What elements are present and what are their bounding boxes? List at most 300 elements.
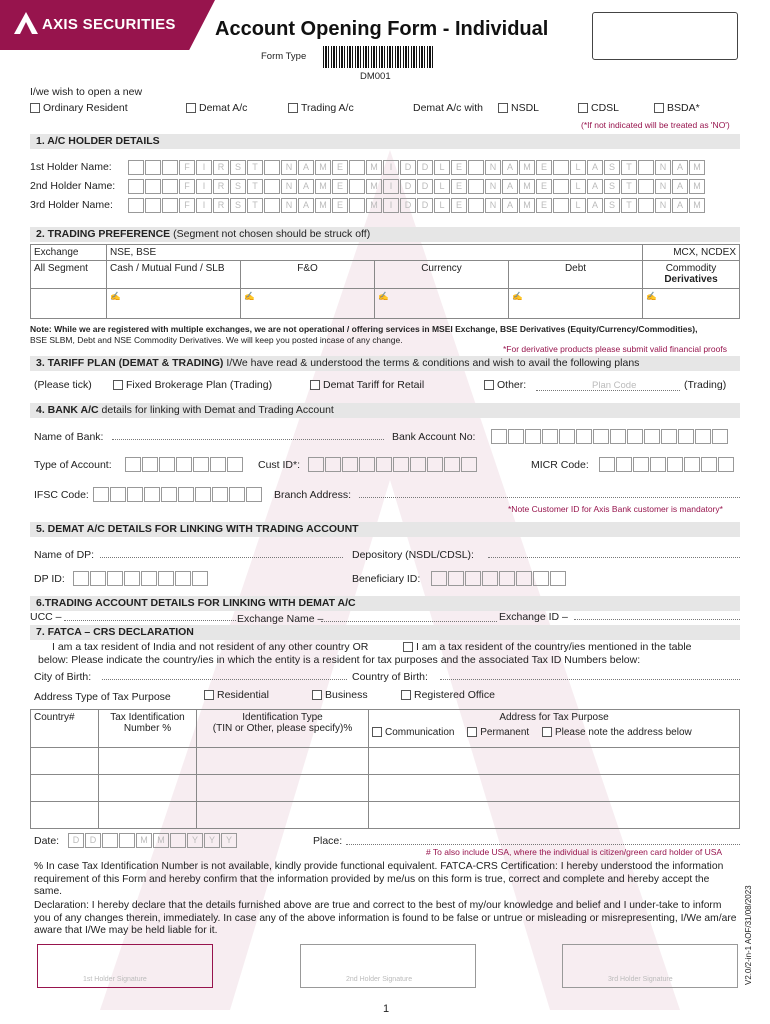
char-box[interactable]	[119, 833, 135, 848]
name-char-box[interactable]: T	[247, 160, 263, 175]
communication-option[interactable]: Communication	[372, 727, 454, 738]
char-box[interactable]: D	[85, 833, 101, 848]
demat-ac-option[interactable]: Demat A/c	[186, 102, 247, 114]
beneficiary-boxes[interactable]	[431, 571, 567, 586]
date-label: Date:	[34, 835, 60, 847]
nsdl-checkbox[interactable]	[498, 103, 508, 113]
name-char-box[interactable]: E	[451, 198, 467, 213]
business-checkbox[interactable]	[312, 690, 322, 700]
country-birth-label: Country of Birth:	[352, 671, 428, 683]
name-char-box[interactable]: N	[485, 160, 501, 175]
cust-id-label: Cust ID*:	[258, 459, 301, 471]
name-char-box[interactable]: A	[298, 160, 314, 175]
holder-name-boxes[interactable]	[128, 179, 706, 194]
name-char-box[interactable]: E	[536, 198, 552, 213]
name-char-box[interactable]: N	[655, 160, 671, 175]
section-7-header: 7. FATCA – CRS DECLARATION	[30, 625, 740, 640]
name-char-box[interactable]	[349, 160, 365, 175]
name-char-box[interactable]	[128, 179, 144, 194]
char-box[interactable]: M	[136, 833, 152, 848]
name-char-box[interactable]: A	[502, 160, 518, 175]
char-box[interactable]	[610, 429, 626, 444]
char-box[interactable]	[125, 457, 141, 472]
name-char-box[interactable]: N	[485, 179, 501, 194]
name-char-box[interactable]: M	[366, 160, 382, 175]
char-box[interactable]	[427, 457, 443, 472]
table-cell[interactable]	[31, 802, 99, 829]
col-id-type: Identification Type (TIN or Other, please specify)%	[197, 710, 369, 748]
name-char-box[interactable]: A	[298, 179, 314, 194]
name-char-box[interactable]: I	[196, 160, 212, 175]
char-box[interactable]	[144, 487, 160, 502]
name-char-box[interactable]: N	[281, 160, 297, 175]
name-char-box[interactable]: A	[587, 179, 603, 194]
char-box[interactable]	[141, 571, 157, 586]
char-box[interactable]	[376, 457, 392, 472]
char-box[interactable]	[110, 487, 126, 502]
char-box[interactable]	[678, 429, 694, 444]
char-box[interactable]: Y	[187, 833, 203, 848]
char-box[interactable]	[550, 571, 566, 586]
depository-field[interactable]	[488, 546, 740, 558]
table-cell[interactable]	[197, 775, 369, 802]
name-char-box[interactable]: R	[213, 198, 229, 213]
fixed-brokerage-option[interactable]: Fixed Brokerage Plan (Trading)	[113, 379, 272, 391]
char-box[interactable]	[192, 571, 208, 586]
sign-cell-all[interactable]	[31, 289, 107, 319]
name-char-box[interactable]: I	[383, 198, 399, 213]
name-char-box[interactable]: F	[179, 160, 195, 175]
communication-checkbox[interactable]	[372, 727, 382, 737]
char-box[interactable]	[491, 429, 507, 444]
name-char-box[interactable]: I	[196, 179, 212, 194]
branch-address-label: Branch Address:	[274, 489, 352, 501]
char-box[interactable]	[393, 457, 409, 472]
holder-name-label: 3rd Holder Name:	[30, 199, 113, 211]
table-cell[interactable]	[197, 802, 369, 829]
business-option[interactable]: Business	[312, 689, 368, 701]
char-box[interactable]	[170, 833, 186, 848]
char-box[interactable]	[667, 457, 683, 472]
char-box[interactable]	[465, 571, 481, 586]
name-char-box[interactable]: E	[332, 179, 348, 194]
second-holder-signature-box[interactable]: 2nd Holder Signature	[300, 944, 476, 988]
place-field[interactable]	[346, 833, 740, 845]
table-cell[interactable]	[197, 748, 369, 775]
bank-account-label: Bank Account No:	[392, 431, 476, 443]
char-box[interactable]	[175, 571, 191, 586]
cdsl-option[interactable]: CDSL	[578, 102, 619, 114]
declaration-text: Declaration: I hereby declare that the details furnished above are true and correct to the best of my/our knowledge and belief and I under-take to inform you of any changes therein, immediately. In case any of the above information is found to be false or untrue or misleading or misrepresenting, I/We am/are aware that I/We may be held liable for it.	[34, 900, 737, 936]
ordinary-resident-option[interactable]: Ordinary Resident	[30, 102, 128, 114]
name-char-box[interactable]	[638, 179, 654, 194]
ifsc-boxes[interactable]	[93, 487, 263, 502]
char-box[interactable]	[161, 487, 177, 502]
name-char-box[interactable]: E	[536, 179, 552, 194]
plan-code-field[interactable]: Plan Code	[536, 379, 680, 391]
name-char-box[interactable]	[468, 160, 484, 175]
col-tin: Tax Identification Number %	[99, 710, 197, 748]
char-box[interactable]	[542, 429, 558, 444]
char-box[interactable]	[431, 571, 447, 586]
col-country: Country#	[31, 710, 99, 748]
char-box[interactable]	[102, 833, 118, 848]
dp-name-label: Name of DP:	[34, 549, 95, 561]
third-holder-signature-box[interactable]: 3rd Holder Signature	[562, 944, 738, 988]
country-birth-field[interactable]	[440, 668, 740, 680]
trading-ac-checkbox[interactable]	[288, 103, 298, 113]
city-birth-field[interactable]	[102, 668, 347, 680]
exchange-id-label: Exchange ID –	[499, 611, 568, 623]
char-box[interactable]	[718, 457, 734, 472]
table-cell[interactable]	[31, 775, 99, 802]
char-box[interactable]	[644, 429, 660, 444]
char-box[interactable]: Y	[221, 833, 237, 848]
char-box[interactable]	[359, 457, 375, 472]
name-char-box[interactable]: A	[672, 179, 688, 194]
name-char-box[interactable]: M	[689, 160, 705, 175]
char-box[interactable]	[701, 457, 717, 472]
fixed-brokerage-checkbox[interactable]	[113, 380, 123, 390]
char-box[interactable]	[410, 457, 426, 472]
name-char-box[interactable]: I	[196, 198, 212, 213]
char-box[interactable]	[195, 487, 211, 502]
name-char-box[interactable]: A	[298, 198, 314, 213]
name-char-box[interactable]	[553, 160, 569, 175]
residential-checkbox[interactable]	[204, 690, 214, 700]
name-char-box[interactable]: E	[451, 160, 467, 175]
name-char-box[interactable]	[349, 179, 365, 194]
name-char-box[interactable]	[145, 179, 161, 194]
name-char-box[interactable]: E	[451, 179, 467, 194]
name-char-box[interactable]: T	[621, 198, 637, 213]
char-box[interactable]	[93, 487, 109, 502]
char-box[interactable]	[695, 429, 711, 444]
name-char-box[interactable]	[162, 160, 178, 175]
name-char-box[interactable]: S	[604, 179, 620, 194]
char-box[interactable]	[73, 571, 89, 586]
demat-tariff-checkbox[interactable]	[310, 380, 320, 390]
depository-label: Depository (NSDL/CDSL):	[352, 549, 474, 561]
name-char-box[interactable]: M	[519, 179, 535, 194]
char-box[interactable]	[448, 571, 464, 586]
brand-name: AXIS SECURITIES	[42, 16, 176, 33]
exchange-label: Exchange	[31, 245, 107, 261]
name-char-box[interactable]	[553, 179, 569, 194]
mcx-ncdex-label: MCX, NCDEX	[643, 245, 740, 261]
char-box[interactable]	[107, 571, 123, 586]
name-char-box[interactable]: F	[179, 198, 195, 213]
ucc-field[interactable]	[64, 609, 236, 621]
section-1-header: 1. A/C HOLDER DETAILS	[30, 134, 740, 149]
first-holder-signature-box[interactable]: 1st Holder Signature	[37, 944, 213, 988]
name-char-box[interactable]: M	[519, 198, 535, 213]
cust-id-boxes[interactable]	[308, 457, 478, 472]
char-box[interactable]	[193, 457, 209, 472]
char-box[interactable]	[516, 571, 532, 586]
bsda-note: (*If not indicated will be treated as 'NO')	[581, 120, 730, 130]
please-tick-label: (Please tick)	[34, 379, 92, 391]
name-char-box[interactable]: S	[230, 198, 246, 213]
name-char-box[interactable]: T	[247, 179, 263, 194]
name-char-box[interactable]	[468, 179, 484, 194]
ordinary-resident-checkbox[interactable]	[30, 103, 40, 113]
char-box[interactable]	[627, 429, 643, 444]
table-cell[interactable]	[369, 775, 740, 802]
holder-name-boxes[interactable]	[128, 198, 706, 213]
name-char-box[interactable]: S	[230, 179, 246, 194]
cust-id-note: *Note Customer ID for Axis Bank customer is mandatory*	[508, 504, 723, 514]
tax-resident-other-option[interactable]: I am a tax resident of the country/ies mentioned in the table	[403, 641, 692, 653]
bank-account-boxes[interactable]	[491, 429, 729, 444]
name-char-box[interactable]: L	[434, 160, 450, 175]
other-plan-checkbox[interactable]	[484, 380, 494, 390]
table-cell[interactable]	[99, 802, 197, 829]
char-box[interactable]	[508, 429, 524, 444]
exchange-id-field[interactable]	[574, 608, 740, 620]
table-cell[interactable]	[369, 802, 740, 829]
demat-ac-checkbox[interactable]	[186, 103, 196, 113]
char-box[interactable]	[142, 457, 158, 472]
name-char-box[interactable]: M	[366, 198, 382, 213]
table-cell[interactable]	[369, 748, 740, 775]
name-char-box[interactable]: F	[179, 179, 195, 194]
exchange-note-line2: BSE SLBM, Debt and NSE Commodity Derivatives. We will keep you posted incase of any change.	[30, 335, 403, 345]
char-box[interactable]	[650, 457, 666, 472]
version-code: V2.0/2-in-1 AOF/31/08/2023	[744, 885, 753, 985]
name-char-box[interactable]	[264, 179, 280, 194]
name-char-box[interactable]: E	[332, 160, 348, 175]
holder-name-boxes[interactable]	[128, 160, 706, 175]
name-char-box[interactable]: L	[570, 179, 586, 194]
holder-name-label: 1st Holder Name:	[30, 161, 112, 173]
name-char-box[interactable]: E	[332, 198, 348, 213]
name-char-box[interactable]: N	[485, 198, 501, 213]
char-box[interactable]	[461, 457, 477, 472]
char-box[interactable]	[212, 487, 228, 502]
name-char-box[interactable]: S	[604, 198, 620, 213]
name-char-box[interactable]	[128, 160, 144, 175]
name-char-box[interactable]	[349, 198, 365, 213]
exchange-name-label: Exchange Name –	[237, 613, 324, 625]
name-char-box[interactable]	[264, 198, 280, 213]
name-char-box[interactable]	[264, 160, 280, 175]
date-boxes[interactable]	[68, 833, 238, 848]
char-box[interactable]	[684, 457, 700, 472]
char-box[interactable]	[633, 457, 649, 472]
axis-logo-icon	[14, 12, 38, 34]
char-box[interactable]: M	[153, 833, 169, 848]
name-char-box[interactable]: D	[417, 160, 433, 175]
bsda-option[interactable]: BSDA*	[654, 102, 700, 114]
name-char-box[interactable]: D	[417, 179, 433, 194]
sign-cell-cash[interactable]: ✍	[107, 289, 241, 319]
name-char-box[interactable]: I	[383, 160, 399, 175]
name-char-box[interactable]: A	[502, 179, 518, 194]
char-box[interactable]	[593, 429, 609, 444]
name-char-box[interactable]: M	[689, 179, 705, 194]
char-box[interactable]	[229, 487, 245, 502]
char-box[interactable]	[210, 457, 226, 472]
name-char-box[interactable]: N	[281, 179, 297, 194]
beneficiary-label: Beneficiary ID:	[352, 573, 421, 585]
please-note-checkbox[interactable]	[542, 727, 552, 737]
char-box[interactable]	[246, 487, 262, 502]
name-char-box[interactable]: L	[570, 198, 586, 213]
tax-resident-other-checkbox[interactable]	[403, 642, 413, 652]
name-char-box[interactable]: M	[366, 179, 382, 194]
char-box[interactable]	[159, 457, 175, 472]
name-char-box[interactable]: D	[400, 179, 416, 194]
name-char-box[interactable]	[638, 198, 654, 213]
branch-address-field[interactable]	[359, 486, 740, 498]
char-box[interactable]	[559, 429, 575, 444]
table-cell[interactable]	[99, 775, 197, 802]
name-char-box[interactable]	[162, 198, 178, 213]
name-char-box[interactable]: N	[281, 198, 297, 213]
sign-cell-fo[interactable]: ✍	[241, 289, 375, 319]
name-char-box[interactable]	[468, 198, 484, 213]
table-cell[interactable]	[31, 748, 99, 775]
name-char-box[interactable]: L	[434, 198, 450, 213]
dp-name-field[interactable]	[100, 546, 343, 558]
char-box[interactable]	[178, 487, 194, 502]
open-new-label: I/we wish to open a new	[30, 86, 143, 98]
name-char-box[interactable]: S	[604, 160, 620, 175]
segment-currency: Currency	[375, 261, 509, 289]
name-char-box[interactable]	[553, 198, 569, 213]
please-note-option[interactable]: Please note the address below	[542, 727, 692, 738]
registered-office-checkbox[interactable]	[401, 690, 411, 700]
form-number-box[interactable]	[592, 12, 738, 60]
col-address: Address for Tax Purpose Communication Permanent Please note the address below	[369, 710, 740, 748]
form-barcode	[323, 46, 435, 68]
demat-tariff-option[interactable]: Demat Tariff for Retail	[310, 379, 424, 391]
permanent-option[interactable]: Permanent	[467, 727, 529, 738]
segment-debt: Debt	[509, 261, 643, 289]
permanent-checkbox[interactable]	[467, 727, 477, 737]
name-char-box[interactable]: A	[587, 198, 603, 213]
dp-id-boxes[interactable]	[73, 571, 209, 586]
name-char-box[interactable]: L	[570, 160, 586, 175]
name-char-box[interactable]	[162, 179, 178, 194]
char-box[interactable]	[124, 571, 140, 586]
char-box[interactable]	[158, 571, 174, 586]
exchange-name-field[interactable]	[321, 610, 497, 622]
char-box[interactable]: D	[68, 833, 84, 848]
name-char-box[interactable]: D	[400, 160, 416, 175]
name-char-box[interactable]	[128, 198, 144, 213]
char-box[interactable]	[525, 429, 541, 444]
cdsl-checkbox[interactable]	[578, 103, 588, 113]
bank-name-field[interactable]	[112, 428, 384, 440]
char-box[interactable]	[308, 457, 324, 472]
char-box[interactable]	[661, 429, 677, 444]
name-char-box[interactable]: T	[247, 198, 263, 213]
section-2-header: 2. TRADING PREFERENCE (Segment not chosen should be struck off)	[30, 227, 740, 242]
name-char-box[interactable]: A	[502, 198, 518, 213]
trading-preference-table	[30, 244, 740, 319]
name-char-box[interactable]: M	[315, 179, 331, 194]
sign-cell-debt[interactable]: ✍	[509, 289, 643, 319]
name-char-box[interactable]: T	[621, 160, 637, 175]
char-box[interactable]	[127, 487, 143, 502]
char-box[interactable]	[342, 457, 358, 472]
all-segment-label: All Segment	[31, 261, 107, 289]
name-char-box[interactable]: T	[621, 179, 637, 194]
table-cell[interactable]	[99, 748, 197, 775]
name-char-box[interactable]: N	[655, 179, 671, 194]
fatca-line2: below: Please indicate the country/ies in which the entity is a resident for tax purposes and the associated Tax ID Numbers below:	[38, 654, 641, 666]
char-box[interactable]	[499, 571, 515, 586]
city-birth-label: City of Birth:	[34, 671, 92, 683]
char-box[interactable]	[482, 571, 498, 586]
name-char-box[interactable]: R	[213, 179, 229, 194]
name-char-box[interactable]: E	[536, 160, 552, 175]
name-char-box[interactable]	[638, 160, 654, 175]
bsda-checkbox[interactable]	[654, 103, 664, 113]
char-box[interactable]	[576, 429, 592, 444]
registered-office-option[interactable]: Registered Office	[401, 689, 495, 701]
sign-cell-currency[interactable]: ✍	[375, 289, 509, 319]
nsdl-option[interactable]: NSDL	[498, 102, 539, 114]
trading-suffix: (Trading)	[684, 379, 727, 391]
name-char-box[interactable]: M	[689, 198, 705, 213]
micr-label: MICR Code:	[531, 459, 589, 471]
place-label: Place:	[313, 835, 343, 847]
char-box[interactable]	[712, 429, 728, 444]
char-box[interactable]	[227, 457, 243, 472]
segment-fo: F&O	[241, 261, 375, 289]
name-char-box[interactable]: A	[672, 160, 688, 175]
char-box[interactable]	[444, 457, 460, 472]
residential-option[interactable]: Residential	[204, 689, 269, 701]
fatca-certification-text: % In case Tax Identification Number is not available, kindly provide functional equivalent. FATCA-CRS Certification: I hereby understood the information requirement of this Form and hereby confirm that the information provided by me/us on this form is true, correct and complete and hereby accept the same.	[34, 861, 724, 897]
name-char-box[interactable]: D	[417, 198, 433, 213]
form-type-code: DM001	[360, 71, 391, 82]
name-char-box[interactable]	[145, 160, 161, 175]
sign-cell-commodity[interactable]: ✍	[643, 289, 740, 319]
other-plan-option[interactable]: Other:	[484, 379, 526, 391]
name-char-box[interactable]: R	[213, 160, 229, 175]
name-char-box[interactable]: I	[383, 179, 399, 194]
micr-boxes[interactable]	[599, 457, 735, 472]
ucc-label: UCC –	[30, 611, 62, 623]
trading-ac-option[interactable]: Trading A/c	[288, 102, 354, 114]
char-box[interactable]	[616, 457, 632, 472]
char-box[interactable]	[599, 457, 615, 472]
name-char-box[interactable]: M	[315, 160, 331, 175]
char-box[interactable]	[176, 457, 192, 472]
account-type-boxes[interactable]	[125, 457, 244, 472]
name-char-box[interactable]: M	[519, 160, 535, 175]
char-box[interactable]	[533, 571, 549, 586]
name-char-box[interactable]: L	[434, 179, 450, 194]
char-box[interactable]	[325, 457, 341, 472]
name-char-box[interactable]: A	[672, 198, 688, 213]
name-char-box[interactable]: A	[587, 160, 603, 175]
name-char-box[interactable]: D	[400, 198, 416, 213]
section-5-header: 5. DEMAT A/C DETAILS FOR LINKING WITH TRADING ACCOUNT	[30, 522, 740, 537]
name-char-box[interactable]: N	[655, 198, 671, 213]
name-char-box[interactable]	[145, 198, 161, 213]
name-char-box[interactable]: S	[230, 160, 246, 175]
demat-with-label: Demat A/c with	[413, 102, 484, 114]
char-box[interactable]: Y	[204, 833, 220, 848]
char-box[interactable]	[90, 571, 106, 586]
name-char-box[interactable]: M	[315, 198, 331, 213]
tax-residency-table	[30, 709, 740, 829]
